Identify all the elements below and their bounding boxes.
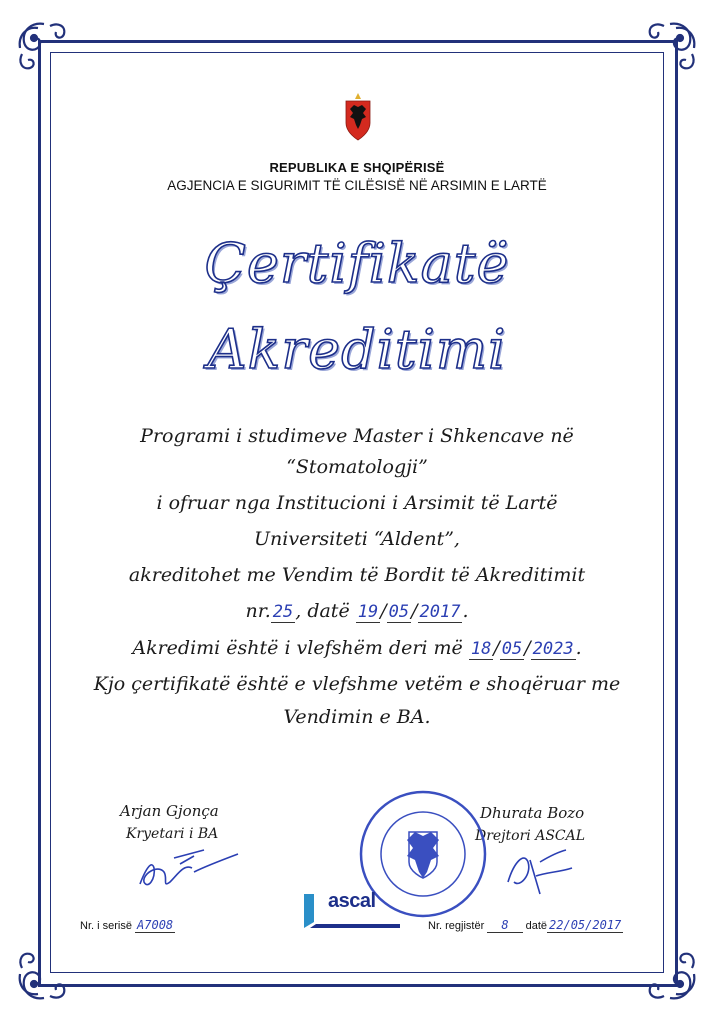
agency-heading: AGJENCIA E SIGURIMIT TË CILËSISË NË ARSIMIN E LARTË (167, 178, 547, 193)
body-line-university: Universiteti “Aldent”, (254, 528, 460, 550)
decision-date-label: , datë (295, 600, 350, 622)
date-separator: / (380, 600, 387, 622)
date-separator: / (524, 637, 531, 659)
decision-line: nr. 25 , datë 19 / 05 / 2017 . (245, 600, 469, 622)
corner-ornament-icon (638, 18, 700, 80)
note-line: Kjo çertifikatë është e vlefshme vetëm e shoqëruar me (93, 673, 621, 695)
register-number (428, 918, 623, 932)
serial-number (80, 918, 175, 932)
republic-heading: REPUBLIKA E SHQIPËRISË (269, 160, 445, 175)
note-line-2: Vendimin e BA. (283, 706, 431, 728)
corner-ornament-icon (14, 942, 76, 1004)
decision-year: 2017 (419, 602, 461, 622)
left-signature-icon (134, 838, 244, 902)
body-line-accreditation: akreditohet me Vendim të Bordit të Akreditimit (128, 564, 586, 586)
decision-prefix: nr. (245, 600, 271, 622)
certificate-title-line2: Akreditimi (207, 318, 507, 381)
valid-month: 05 (501, 639, 523, 659)
ascal-logo (300, 888, 404, 932)
validity-text: Akredimi është i vlefshëm deri më (132, 637, 463, 659)
ascal-logo-text: ascal (328, 890, 376, 912)
date-separator: / (411, 600, 418, 622)
valid-year: 2023 (532, 639, 574, 659)
valid-day: 18 (470, 639, 492, 659)
right-signatory-title: Drejtori ASCAL (475, 828, 586, 844)
serial-value: A7008 (137, 918, 174, 932)
corner-ornament-icon (638, 942, 700, 1004)
body-line-program: Programi i studimeve Master i Shkencave në (140, 425, 574, 447)
body-line-institution: i ofruar nga Institucioni i Arsimit të Lartë (156, 492, 558, 514)
right-signatory-name: Dhurata Bozo (480, 804, 585, 822)
body-line-program-name: “Stomatologji” (286, 456, 428, 478)
validity-line: Akredimi është i vlefshëm deri më 18 / 05 / 2023 . (132, 637, 582, 659)
register-date-value: 22/05/2017 (549, 918, 622, 932)
date-separator: / (493, 637, 500, 659)
right-signature-icon (500, 842, 580, 906)
albania-coat-of-arms-icon (343, 93, 373, 141)
decision-month: 05 (388, 602, 410, 622)
register-date-label: datë (525, 920, 548, 932)
decision-number: 25 (272, 602, 294, 622)
corner-ornament-icon (14, 18, 76, 80)
serial-label: Nr. i serisë (80, 920, 132, 932)
decision-day: 19 (357, 602, 379, 622)
register-label: Nr. regjistër (428, 920, 485, 932)
register-value: 8 (487, 918, 522, 933)
left-signatory-title: Kryetari i BA (126, 826, 219, 842)
certificate-title-line1: Çertifikatë (204, 232, 510, 295)
left-signatory-name: Arjan Gjonça (120, 802, 219, 820)
